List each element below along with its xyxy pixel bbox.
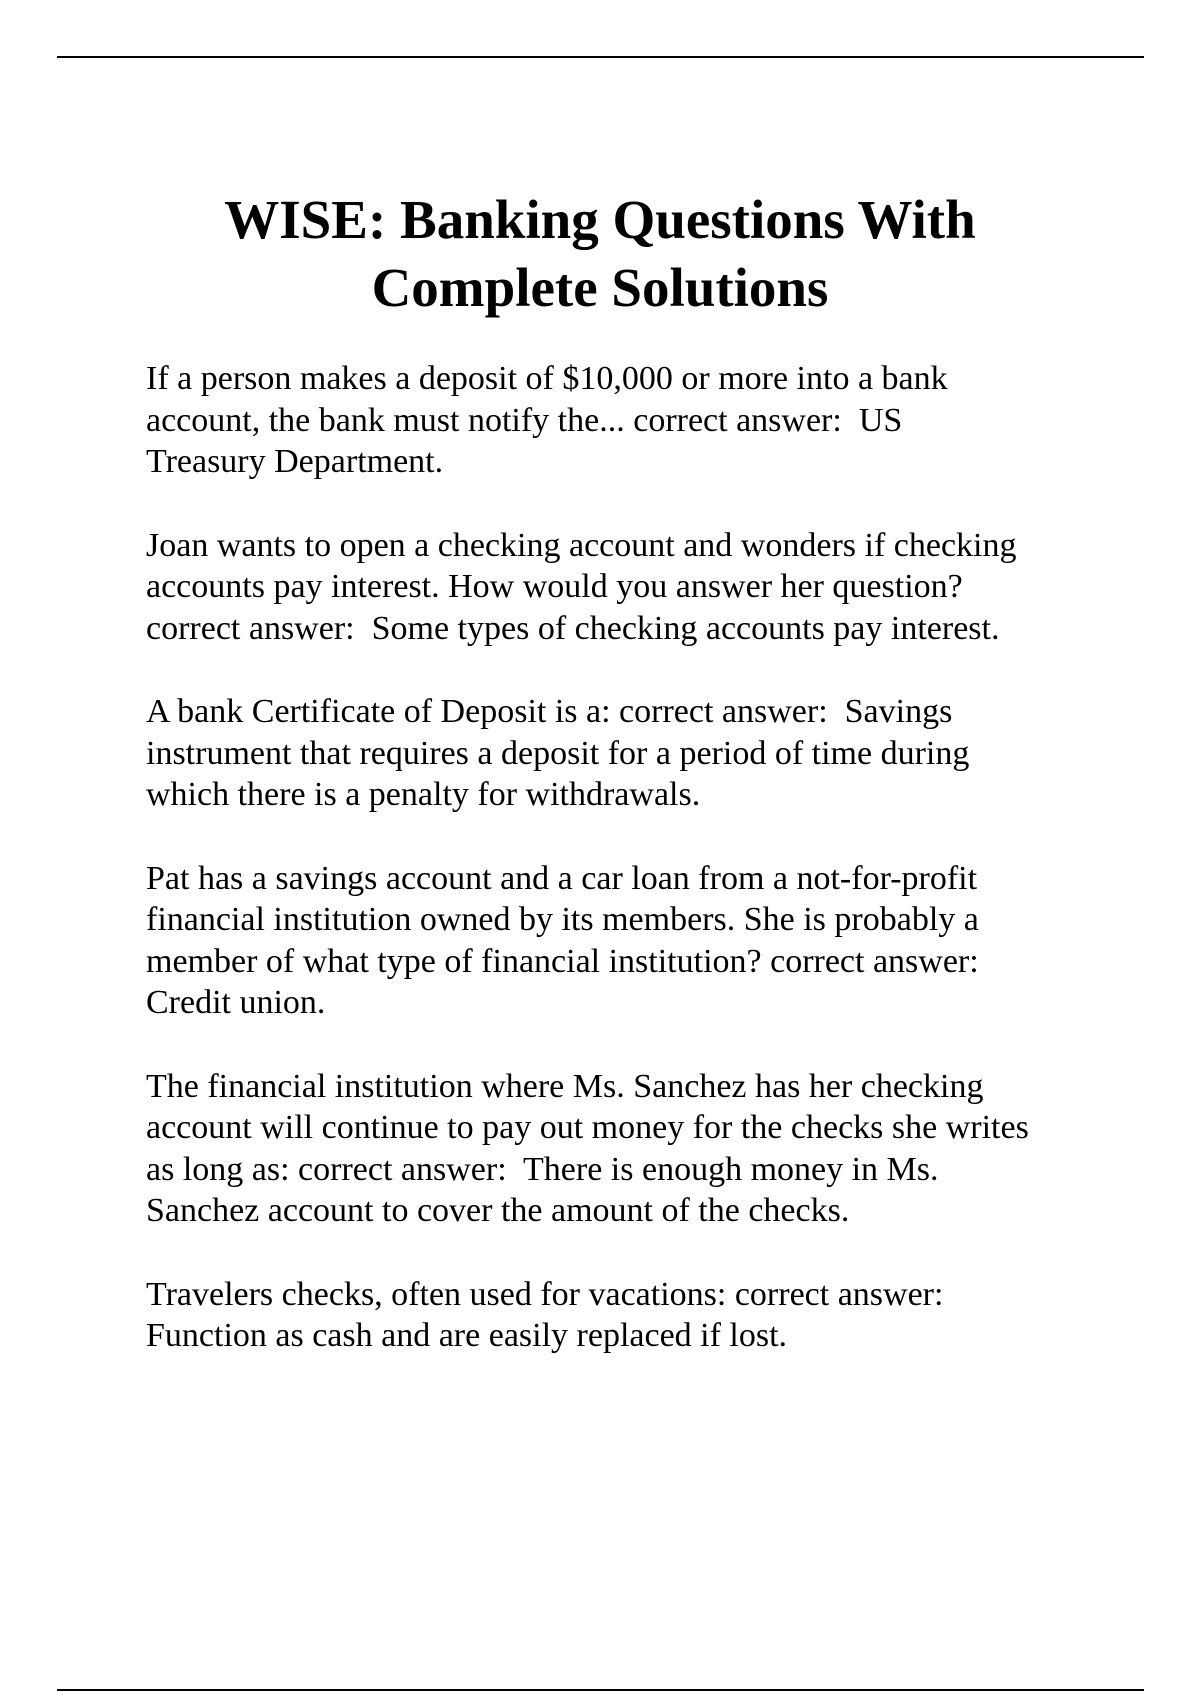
qa-line: Travelers checks, often used for vacations: correct answer: (146, 1275, 944, 1313)
qa-line: If a person makes a deposit of $10,000 or more into a bank (146, 360, 948, 397)
qa-entry (146, 1274, 1146, 1357)
qa-entry (146, 358, 1146, 483)
qa-entry (146, 858, 1146, 1024)
qa-line: Treasury Department. (146, 443, 444, 480)
qa-line: instrument that requires a deposit for a period of time during (146, 734, 970, 772)
qa-entry (146, 525, 1146, 650)
top-rule (57, 56, 1144, 58)
qa-line: financial institution owned by its members. She is probably a (146, 901, 979, 938)
qa-line: as long as: correct answer: There is enough money in Ms. (146, 1150, 939, 1188)
qa-line: The financial institution where Ms. Sanchez has her checking (146, 1067, 984, 1105)
qa-line: which there is a penalty for withdrawals. (146, 776, 701, 813)
qa-entry (146, 691, 1146, 816)
bottom-rule (57, 1689, 1144, 1691)
document-title (100, 186, 1100, 322)
qa-line: Sanchez account to cover the amount of the checks. (146, 1192, 850, 1229)
qa-line: account, the bank must notify the... correct answer: US (146, 401, 903, 439)
qa-line: Credit union. (146, 984, 326, 1021)
qa-list (146, 358, 1146, 1399)
qa-line: correct answer: Some types of checking accounts pay interest. (146, 609, 1000, 647)
qa-line: Pat has a savings account and a car loan from a not-for-profit (146, 859, 978, 897)
qa-line: accounts pay interest. How would you answer her question? (146, 568, 963, 605)
qa-line: Function as cash and are easily replaced if lost. (146, 1317, 788, 1354)
title-line: Complete Solutions (371, 257, 829, 318)
qa-line: account will continue to pay out money for the checks she writes (146, 1109, 1029, 1146)
title-line: WISE: Banking Questions With (224, 189, 976, 250)
qa-entry (146, 1066, 1146, 1232)
qa-line: member of what type of financial institution? correct answer: (146, 942, 979, 980)
qa-line: Joan wants to open a checking account and wonders if checking (146, 526, 1017, 564)
qa-line: A bank Certificate of Deposit is a: correct answer: Savings (146, 693, 953, 730)
